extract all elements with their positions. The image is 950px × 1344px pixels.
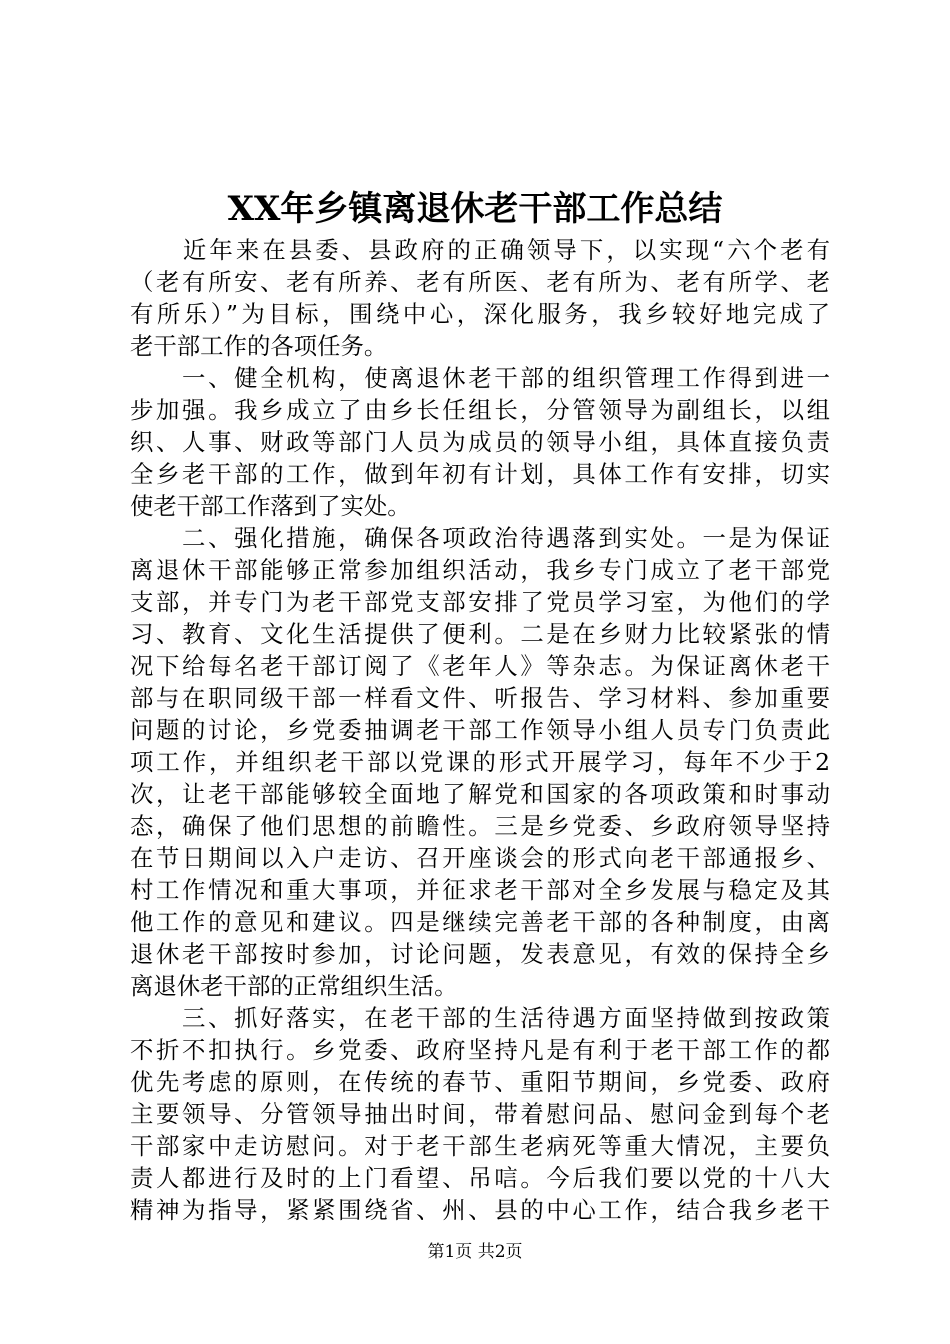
body-line: 步加强。我乡成立了由乡长任组长，分管领导为副组长，以组 (130, 396, 830, 424)
document-title: XX年乡镇离退休老干部工作总结 (227, 189, 723, 229)
body-line: 优先考虑的原则，在传统的春节、重阳节期间，乡党委、政府 (130, 1068, 830, 1096)
body-line: 干部家中走访慰问。对于老干部生老病死等重大情况，主要负 (130, 1132, 830, 1160)
body-line: 退休老干部按时参加，讨论问题，发表意见，有效的保持全乡 (130, 940, 830, 968)
body-line: 他工作的意见和建议。四是继续完善老干部的各种制度，由离 (130, 908, 830, 936)
body-line: 全乡老干部的工作，做到年初有计划，具体工作有安排，切实 (130, 460, 830, 488)
body-line: 习、教育、文化生活提供了便利。二是在乡财力比较紧张的情 (130, 620, 830, 648)
body-line: 支部，并专门为老干部党支部安排了党员学习室，为他们的学 (130, 588, 830, 616)
body-line: 村工作情况和重大事项，并征求老干部对全乡发展与稳定及其 (130, 876, 830, 904)
body-line: 部与在职同级干部一样看文件、听报告、学习材料、参加重要 (130, 684, 830, 712)
document-body (130, 234, 830, 1226)
body-line: 次，让老干部能够较全面地了解党和国家的各项政策和时事动 (130, 780, 830, 808)
body-line: 责人都进行及时的上门看望、吊唁。今后我们要以党的十八大 (130, 1164, 830, 1192)
body-line: 项工作，并组织老干部以党课的形式开展学习，每年不少于2 (130, 748, 830, 776)
body-line: 主要领导、分管领导抽出时间，带着慰问品、慰问金到每个老 (130, 1100, 830, 1128)
body-line: 使老干部工作落到了实处。 (130, 492, 411, 520)
body-line: 况下给每名老干部订阅了《老年人》等杂志。为保证离休老干 (130, 652, 830, 680)
body-line: 问题的讨论，乡党委抽调老干部工作领导小组人员专门负责此 (130, 716, 830, 744)
body-line: （老有所安、老有所养、老有所医、老有所为、老有所学、老 (130, 268, 830, 296)
body-line: 近年来在县委、县政府的正确领导下，以实现“六个老有 (130, 236, 830, 264)
body-line: 一、健全机构，使离退休老干部的组织管理工作得到进一 (130, 364, 830, 392)
body-line: 态，确保了他们思想的前瞻性。三是乡党委、乡政府领导坚持 (130, 812, 830, 840)
body-line: 在节日期间以入户走访、召开座谈会的形式向老干部通报乡、 (130, 844, 830, 872)
body-line: 三、抓好落实，在老干部的生活待遇方面坚持做到按政策 (130, 1004, 830, 1032)
body-line: 不折不扣执行。乡党委、政府坚持凡是有利于老干部工作的都 (130, 1036, 830, 1064)
body-line: 有所乐）”为目标，围绕中心，深化服务，我乡较好地完成了 (130, 300, 830, 328)
body-line: 离退休干部能够正常参加组织活动，我乡专门成立了老干部党 (130, 556, 830, 584)
body-line: 离退休老干部的正常组织生活。 (130, 972, 458, 1000)
body-line: 二、强化措施，确保各项政治待遇落到实处。一是为保证 (130, 524, 830, 552)
body-line: 老干部工作的各项任务。 (130, 332, 388, 360)
body-line: 精神为指导，紧紧围绕省、州、县的中心工作，结合我乡老干 (130, 1196, 830, 1224)
page-footer: 第1页 共2页 (427, 1242, 523, 1262)
body-line: 织、人事、财政等部门人员为成员的领导小组，具体直接负责 (130, 428, 830, 456)
